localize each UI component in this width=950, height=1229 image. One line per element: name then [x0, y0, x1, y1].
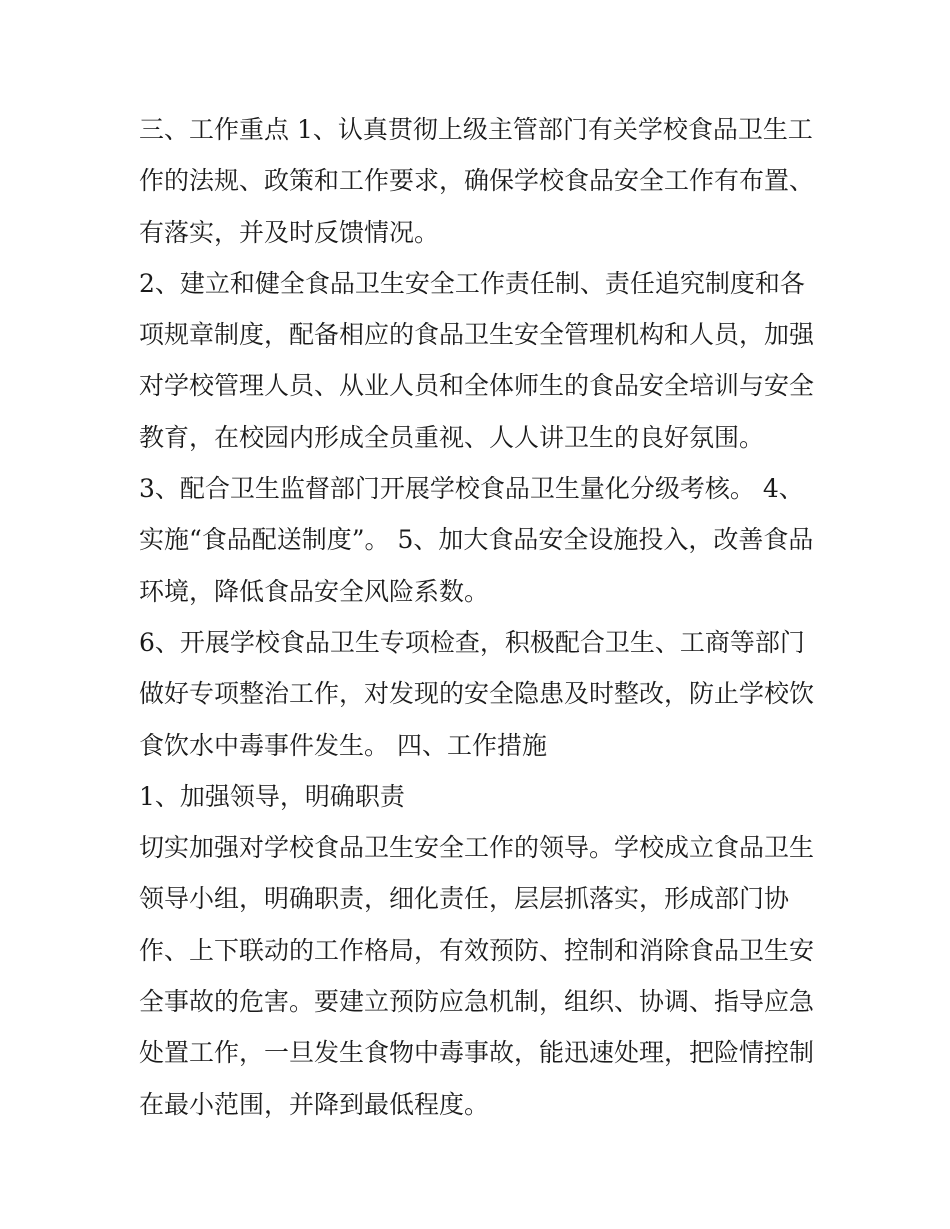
text-line: 全事故的危害。要建立预防应急机制，组织、协调、指导应急 — [139, 987, 815, 1017]
text-line: 处置工作，一旦发生食物中毒事故，能迅速处理，把险情控制 — [139, 1038, 815, 1068]
text-line: 3、配合卫生监督部门开展学校食品卫生量化分级考核。 4、 — [139, 474, 804, 504]
text-line: 做好专项整治工作，对发现的安全隐患及时整改，防止学校饮 — [139, 679, 815, 709]
document-body — [139, 104, 819, 1130]
text-line: 实施“食品配送制度”。 5、加大食品安全设施投入，改善食品 — [139, 525, 814, 555]
text-line: 6、开展学校食品卫生专项检查，积极配合卫生、工商等部门 — [139, 627, 805, 657]
text-line: 项规章制度，配备相应的食品卫生安全管理机构和人员，加强 — [139, 320, 815, 350]
text-line: 有落实，并及时反馈情况。 — [139, 217, 440, 247]
text-line: 切实加强对学校食品卫生安全工作的领导。学校成立食品卫生 — [139, 833, 815, 863]
text-line: 1、加强领导，明确职责 — [139, 781, 405, 811]
text-line: 领导小组，明确职责，细化责任，层层抓落实，形成部门协 — [139, 884, 790, 914]
text-line: 对学校管理人员、从业人员和全体师生的食品安全培训与安全 — [139, 371, 815, 401]
text-line: 在最小范围，并降到最低程度。 — [139, 1089, 490, 1119]
text-line: 作的法规、政策和工作要求，确保学校食品安全工作有布置、 — [139, 166, 815, 196]
text-line: 作、上下联动的工作格局，有效预防、控制和消除食品卫生安 — [139, 935, 815, 965]
text-line: 三、工作重点 1、认真贯彻上级主管部门有关学校食品卫生工 — [139, 115, 813, 144]
text-line: 环境，降低食品安全风险系数。 — [139, 576, 490, 606]
text-line: 2、建立和健全食品卫生安全工作责任制、责任追究制度和各 — [139, 268, 805, 298]
text-line: 食饮水中毒事件发生。 四、工作措施 — [139, 730, 547, 760]
text-line: 教育，在校园内形成全员重视、人人讲卫生的良好氛围。 — [139, 422, 765, 452]
